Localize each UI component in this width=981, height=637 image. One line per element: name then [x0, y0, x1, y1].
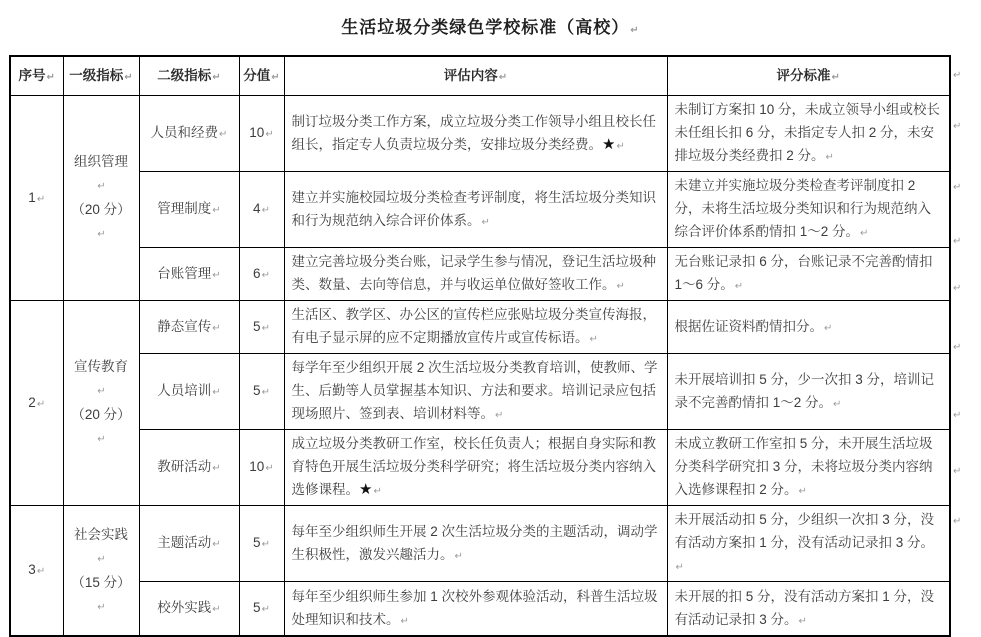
paragraph-mark-icon: ↵ — [833, 398, 842, 410]
cell-level1: 社会实践↵ （15 分）↵ — [63, 506, 139, 637]
paragraph-mark-icon: ↵ — [824, 322, 833, 334]
paragraph-mark-icon: ↵ — [261, 604, 270, 615]
paragraph-mark-icon: ↵ — [825, 152, 834, 163]
paragraph-mark-icon: ↵ — [953, 410, 962, 421]
cell-content: 成立垃圾分类教研工作室，校长任负责人；根据自身实际和教育特色开展生活垃圾分类科学研究；将生活垃圾分类内容纳入选修课程。★↵ — [284, 430, 667, 506]
paragraph-mark-icon: ↵ — [734, 281, 744, 292]
cell-content: 建立并实施校园垃圾分类检查考评制度，将生活垃圾分类知识和行为规范纳入综合评价体系。↵ — [284, 172, 667, 248]
paragraph-mark-icon: ↵ — [616, 140, 625, 152]
paragraph-mark-icon: ↵ — [953, 342, 962, 353]
paragraph-mark-icon: ↵ — [97, 553, 106, 565]
cell-level2: 主题活动↵ — [139, 506, 239, 582]
table-row — [10, 301, 950, 354]
paragraph-mark-icon: ↵ — [953, 69, 962, 81]
paragraph-mark-icon: ↵ — [265, 129, 274, 140]
paragraph-mark-icon: ↵ — [953, 466, 962, 477]
paragraph-mark-icon: ↵ — [261, 387, 270, 398]
paragraph-mark-icon: ↵ — [261, 539, 270, 550]
paragraph-mark-icon: ↵ — [212, 463, 221, 474]
col-header-level1: 一级指标↵ — [63, 56, 139, 96]
cell-level1: 组织管理↵ （20 分）↵ — [63, 96, 139, 301]
cell-level2: 人员培训↵ — [139, 354, 239, 430]
paragraph-mark-icon: ↵ — [265, 463, 274, 474]
paragraph-mark-icon: ↵ — [498, 71, 508, 83]
cell-level2: 人员和经费↵ — [139, 96, 239, 172]
cell-standard: 未建立并实施垃圾分类检查考评制度扣 2 分，未将生活垃圾分类知识和行为规范纳入综合评价体系酌情扣 1～2 分。↵ — [667, 172, 950, 248]
paragraph-mark-icon: ↵ — [271, 71, 280, 83]
cell-score: 5↵ — [239, 582, 284, 637]
cell-content: 每年至少组织师生开展 2 次生活垃圾分类的主题活动，调动学生积极性，激发兴趣活力。↵ — [284, 506, 667, 582]
paragraph-mark-icon: ↵ — [860, 228, 869, 239]
cell-score: 5↵ — [239, 301, 284, 354]
paragraph-mark-icon: ↵ — [589, 334, 598, 345]
page-title-text: 生活垃圾分类绿色学校标准（高校） — [341, 18, 630, 37]
col-header-no: 序号↵ — [10, 56, 63, 96]
paragraph-mark-icon: ↵ — [212, 539, 221, 550]
paragraph-mark-icon: ↵ — [36, 398, 46, 410]
paragraph-mark-icon: ↵ — [953, 516, 962, 527]
paragraph-mark-icon: ↵ — [261, 269, 270, 281]
paragraph-mark-icon: ↵ — [454, 550, 463, 562]
paragraph-mark-icon: ↵ — [36, 193, 46, 205]
page-title — [0, 0, 981, 38]
cell-score: 5↵ — [239, 506, 284, 582]
cell-level2: 管理制度↵ — [139, 172, 239, 248]
paragraph-mark-icon: ↵ — [675, 562, 684, 573]
paragraph-mark-icon: ↵ — [212, 269, 221, 281]
paragraph-mark-icon: ↵ — [953, 182, 962, 193]
paragraph-mark-icon: ↵ — [953, 283, 962, 294]
cell-content: 生活区、教学区、办公区的宣传栏应张贴垃圾分类宣传海报，有电子显示屏的应不定期播放宣传片或宣传标语。↵ — [284, 301, 667, 354]
cell-score: 6↵ — [239, 248, 284, 301]
cell-score: 10↵ — [239, 430, 284, 506]
col-header-content: 评估内容↵ — [284, 56, 667, 96]
paragraph-mark-icon: ↵ — [630, 25, 640, 36]
col-header-level2: 二级指标↵ — [139, 56, 239, 96]
paragraph-mark-icon: ↵ — [212, 387, 221, 398]
cell-level2: 台账管理↵ — [139, 248, 239, 301]
cell-level2: 教研活动↵ — [139, 430, 239, 506]
paragraph-mark-icon: ↵ — [212, 205, 221, 216]
cell-content: 建立完善垃圾分类台账，记录学生参与情况，登记生活垃圾种类、数量、去向等信息，并与收运单位做好签收工作。↵ — [284, 248, 667, 301]
paragraph-mark-icon: ↵ — [953, 120, 962, 132]
paragraph-mark-icon: ↵ — [373, 486, 382, 497]
cell-score: 10↵ — [239, 96, 284, 172]
star-icon: ★ — [602, 135, 616, 153]
cell-standard: 无台账记录扣 6 分，台账记录不完善酌情扣 1～6 分。↵ — [667, 248, 950, 301]
paragraph-mark-icon: ↵ — [97, 181, 106, 192]
cell-content: 每学年至少组织开展 2 次生活垃圾分类教育培训，使教师、学生、后勤等人员掌握基本知识、方法和要求。培训记录应包括现场照片、签到表、培训材料等。↵ — [284, 354, 667, 430]
table-row — [10, 172, 950, 248]
col-header-score: 分值↵ — [239, 56, 284, 96]
table-row — [10, 248, 950, 301]
paragraph-mark-icon: ↵ — [212, 604, 221, 615]
standards-table-wrapper — [9, 55, 969, 637]
table-row — [10, 96, 950, 172]
paragraph-mark-icon: ↵ — [400, 615, 409, 627]
paragraph-mark-icon: ↵ — [97, 601, 106, 613]
cell-standard: 未制订方案扣 10 分，未成立领导小组或校长未任组长扣 6 分，未指定专人扣 2 分，未安排垃圾分类经费扣 2 分。↵ — [667, 96, 950, 172]
table-row — [10, 430, 950, 506]
paragraph-mark-icon: ↵ — [97, 229, 106, 240]
cell-standard: 未开展培训扣 5 分，少一次扣 3 分，培训记录不完善酌情扣 1～2 分。↵ — [667, 354, 950, 430]
paragraph-mark-icon: ↵ — [36, 566, 46, 577]
paragraph-mark-icon: ↵ — [953, 236, 962, 247]
star-icon: ★ — [359, 481, 373, 498]
cell-standard: 未开展的扣 5 分，没有活动方案扣 1 分，没有活动记录扣 3 分。↵ — [667, 582, 950, 637]
paragraph-mark-icon: ↵ — [481, 216, 490, 228]
cell-group-no: 2↵ — [10, 301, 63, 506]
table-row — [10, 354, 950, 430]
paragraph-mark-icon: ↵ — [798, 486, 807, 497]
paragraph-mark-icon: ↵ — [261, 205, 270, 216]
paragraph-mark-icon: ↵ — [212, 71, 221, 83]
cell-score: 5↵ — [239, 354, 284, 430]
cell-content: 每年至少组织师生参加 1 次校外参观体验活动，科普生活垃圾处理知识和技术。↵ — [284, 582, 667, 637]
paragraph-mark-icon: ↵ — [495, 410, 504, 421]
cell-group-no: 1↵ — [10, 96, 63, 301]
cell-group-no: 3↵ — [10, 506, 63, 637]
cell-level1: 宣传教育↵ （20 分）↵ — [63, 301, 139, 506]
cell-standard: 未开展活动扣 5 分，少组织一次扣 3 分，没有活动方案扣 1 分，没有活动记录扣 3 分。↵ — [667, 506, 950, 582]
cell-level2: 校外实践↵ — [139, 582, 239, 637]
table-row — [10, 506, 950, 582]
paragraph-mark-icon: ↵ — [261, 322, 270, 334]
paragraph-mark-icon: ↵ — [831, 71, 840, 83]
paragraph-mark-icon: ↵ — [616, 281, 625, 292]
header-row — [10, 56, 950, 96]
paragraph-mark-icon: ↵ — [124, 71, 133, 83]
row-end-marks — [952, 55, 961, 548]
cell-content: 制订垃圾分类工作方案，成立垃圾分类工作领导小组且校长任组长，指定专人负责垃圾分类，安排垃圾分类经费。★↵ — [284, 96, 667, 172]
paragraph-mark-icon: ↵ — [46, 71, 55, 83]
cell-standard: 根据佐证资料酌情扣分。↵ — [667, 301, 950, 354]
paragraph-mark-icon: ↵ — [219, 129, 228, 140]
paragraph-mark-icon: ↵ — [97, 386, 106, 397]
cell-score: 4↵ — [239, 172, 284, 248]
cell-level2: 静态宣传↵ — [139, 301, 239, 354]
paragraph-mark-icon: ↵ — [97, 434, 106, 445]
cell-standard: 未成立教研工作室扣 5 分，未开展生活垃圾分类科学研究扣 3 分，未将垃圾分类内容纳入选修课程扣 2 分。↵ — [667, 430, 950, 506]
col-header-standard: 评分标准↵ — [667, 56, 950, 96]
table-row — [10, 582, 950, 637]
paragraph-mark-icon: ↵ — [212, 322, 221, 334]
standards-table — [9, 55, 951, 637]
paragraph-mark-icon: ↵ — [798, 615, 807, 627]
